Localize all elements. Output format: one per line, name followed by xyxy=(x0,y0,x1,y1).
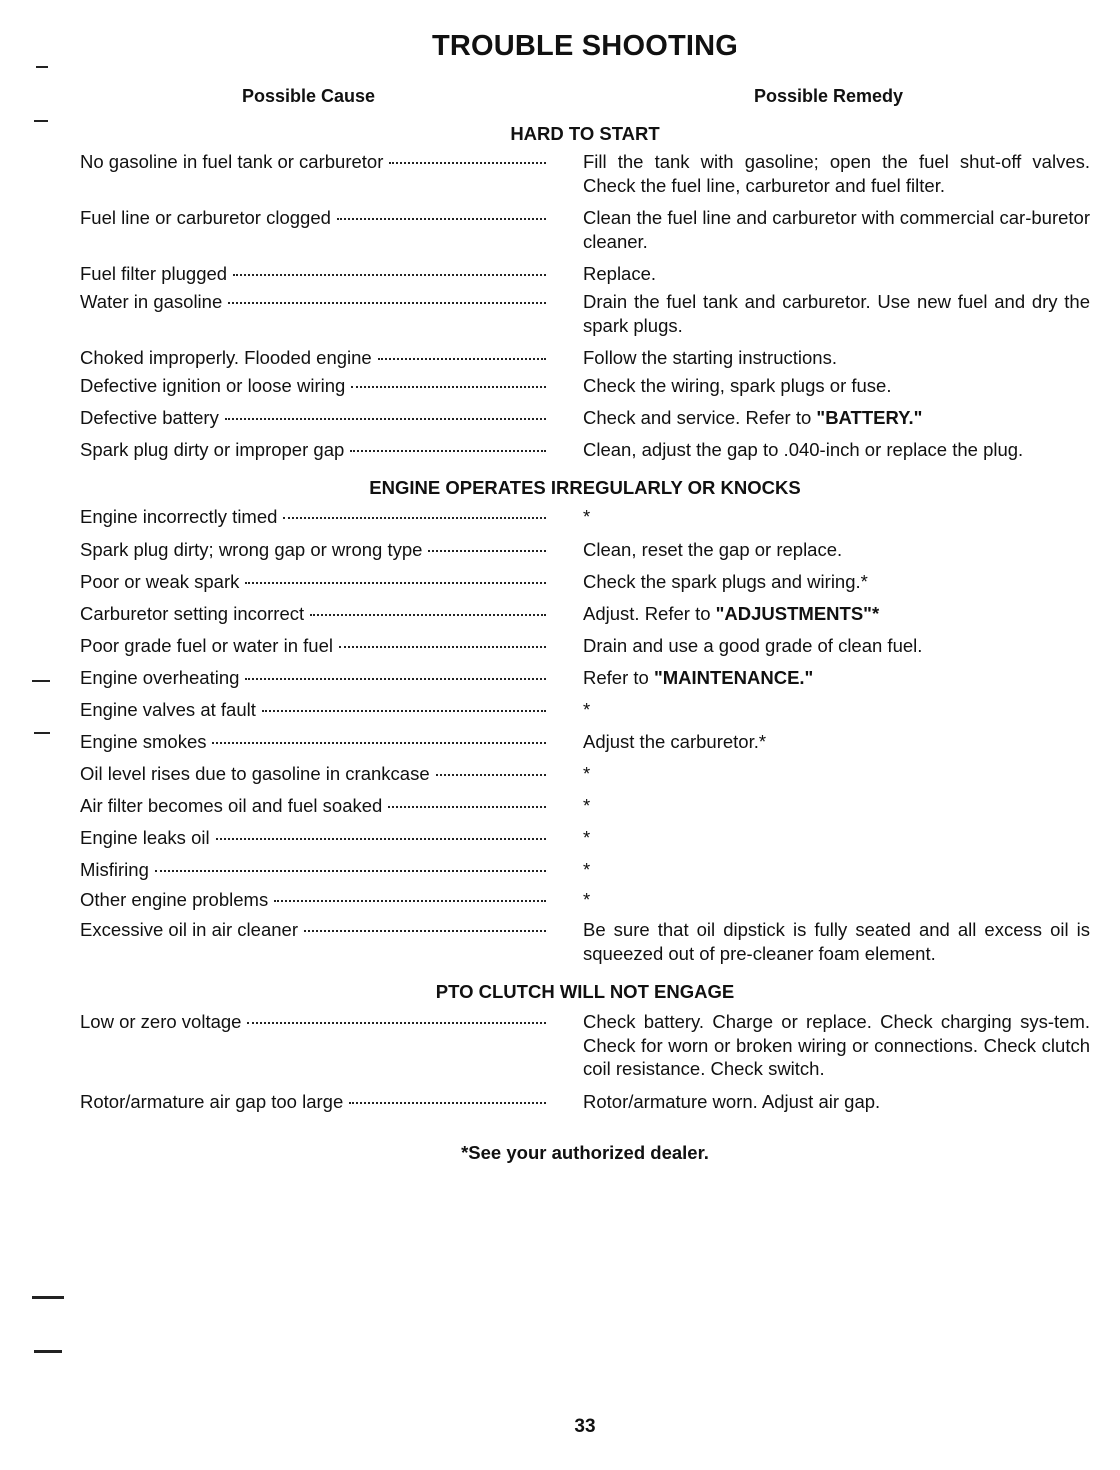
cause-text: Engine smokes xyxy=(80,731,207,752)
scan-margin-mark xyxy=(34,120,48,122)
cause-text: Engine leaks oil xyxy=(80,827,210,848)
dot-leader xyxy=(245,581,546,584)
scan-margin-mark xyxy=(32,680,50,682)
remedy-text: Rotor/armature worn. Adjust air gap. xyxy=(583,1091,881,1112)
remedy-text: Replace. xyxy=(583,263,657,284)
page-title: TROUBLE SHOOTING xyxy=(431,30,739,62)
cause-text: Misfiring xyxy=(80,859,149,880)
remedy-reference: "MAINTENANCE." xyxy=(653,667,814,688)
cause-text: Defective ignition or loose wiring xyxy=(80,375,346,396)
column-header-remedy: Possible Remedy xyxy=(754,86,904,106)
dot-leader xyxy=(247,1021,546,1024)
dot-leader xyxy=(216,837,546,840)
dot-leader xyxy=(233,273,546,276)
remedy-text: Fill the tank with gasoline; open the fuel shut-off valves. Check the fuel line, carburetor and fuel filter. xyxy=(583,151,1090,196)
section-heading-pto-clutch: PTO CLUTCH WILL NOT ENGAGE xyxy=(435,981,735,1002)
cause-text: Choked improperly. Flooded engine xyxy=(80,347,372,368)
dot-leader xyxy=(378,357,546,360)
section-heading-engine-irregular: ENGINE OPERATES IRREGULARLY OR KNOCKS xyxy=(369,477,801,498)
cause-text: Fuel filter plugged xyxy=(80,263,228,284)
cause-text: Water in gasoline xyxy=(80,291,223,312)
dot-leader xyxy=(212,741,546,744)
remedy-text: Clean the fuel line and carburetor with commercial car-buretor cleaner. xyxy=(583,207,1090,252)
remedy-text: Check the spark plugs and wiring.* xyxy=(583,571,868,592)
remedy-text: Check and service. Refer to xyxy=(583,407,817,428)
remedy-reference: "BATTERY." xyxy=(816,407,923,428)
cause-text: Poor or weak spark xyxy=(80,571,240,592)
dot-leader xyxy=(389,161,546,164)
remedy-text: Refer to xyxy=(583,667,654,688)
cause-text: Engine valves at fault xyxy=(80,699,256,720)
scan-margin-mark xyxy=(34,1350,62,1353)
remedy-text: * xyxy=(583,699,591,720)
remedy-text: * xyxy=(583,859,591,880)
remedy-text: Check battery. Charge or replace. Check charging sys-tem. Check for worn or broken wiring or connections. Check clutch coil resistance. Check switch. xyxy=(583,1011,1090,1079)
remedy-text: Drain and use a good grade of clean fuel. xyxy=(583,635,923,656)
remedy-text: * xyxy=(583,795,591,816)
cause-text: Oil level rises due to gasoline in crankcase xyxy=(80,763,430,784)
cause-text: No gasoline in fuel tank or carburetor xyxy=(80,151,384,172)
remedy-text: Clean, reset the gap or replace. xyxy=(583,539,843,560)
remedy-text: Be sure that oil dipstick is fully seated and all excess oil is squeezed out of pre-cleaner foam element. xyxy=(583,919,1090,964)
cause-text: Fuel line or carburetor clogged xyxy=(80,207,331,228)
dot-leader xyxy=(274,899,546,902)
dot-leader xyxy=(228,301,546,304)
dot-leader xyxy=(155,869,546,872)
remedy-text: * xyxy=(583,763,591,784)
footnote: *See your authorized dealer. xyxy=(461,1142,709,1163)
dot-leader xyxy=(339,645,546,648)
remedy-text: * xyxy=(583,889,591,910)
dot-leader xyxy=(262,709,546,712)
cause-text: Engine incorrectly timed xyxy=(80,506,278,527)
cause-text: Spark plug dirty or improper gap xyxy=(80,439,345,460)
remedy-text: Adjust the carburetor.* xyxy=(583,731,767,752)
dot-leader xyxy=(304,929,546,932)
cause-text: Engine overheating xyxy=(80,667,240,688)
dot-leader xyxy=(350,449,546,452)
cause-text: Rotor/armature air gap too large xyxy=(80,1091,344,1112)
dot-leader xyxy=(245,677,546,680)
remedy-text: * xyxy=(583,827,591,848)
dot-leader xyxy=(351,385,546,388)
cause-text: Low or zero voltage xyxy=(80,1011,242,1032)
cause-text: Air filter becomes oil and fuel soaked xyxy=(80,795,383,816)
remedy-reference: "ADJUSTMENTS"* xyxy=(715,603,880,624)
section-heading-hard-to-start: HARD TO START xyxy=(510,123,660,144)
dot-leader xyxy=(225,417,546,420)
page-number: 33 xyxy=(574,1416,596,1437)
dot-leader xyxy=(283,516,546,519)
cause-text: Defective battery xyxy=(80,407,219,428)
remedy-text: Follow the starting instructions. xyxy=(583,347,837,368)
remedy-text: Drain the fuel tank and carburetor. Use new fuel and dry the spark plugs. xyxy=(583,291,1090,336)
scan-margin-mark xyxy=(32,1296,64,1299)
cause-text: Carburetor setting incorrect xyxy=(80,603,305,624)
scan-margin-mark xyxy=(34,732,50,734)
dot-leader xyxy=(436,773,546,776)
remedy-text: Check the wiring, spark plugs or fuse. xyxy=(583,375,892,396)
cause-text: Excessive oil in air cleaner xyxy=(80,919,298,940)
dot-leader xyxy=(428,549,546,552)
remedy-text: Adjust. Refer to xyxy=(583,603,716,624)
dot-leader xyxy=(310,613,546,616)
cause-text: Other engine problems xyxy=(80,889,269,910)
scan-margin-mark xyxy=(36,66,48,68)
dot-leader xyxy=(337,217,546,220)
cause-text: Poor grade fuel or water in fuel xyxy=(80,635,333,656)
dot-leader xyxy=(349,1101,546,1104)
remedy-text: Clean, adjust the gap to .040-inch or replace the plug. xyxy=(583,439,1024,460)
column-header-cause: Possible Cause xyxy=(242,86,376,106)
remedy-text: * xyxy=(583,506,591,527)
dot-leader xyxy=(388,805,546,808)
cause-text: Spark plug dirty; wrong gap or wrong type xyxy=(80,539,423,560)
